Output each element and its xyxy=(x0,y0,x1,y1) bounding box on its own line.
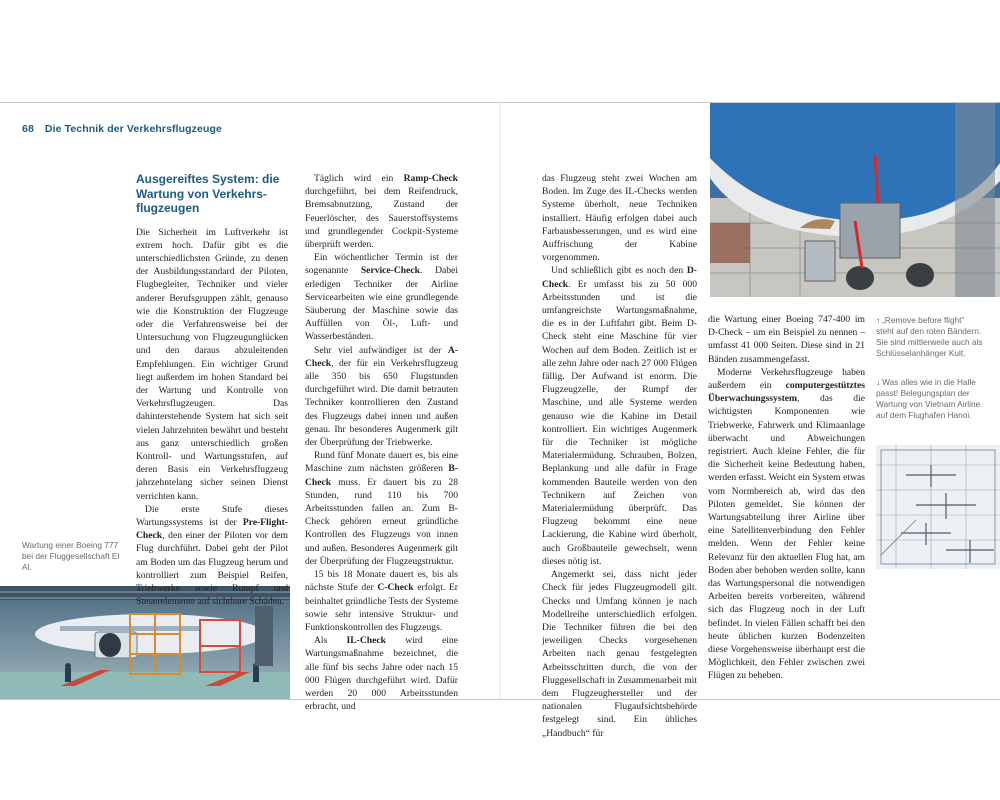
col1-paragraph-2: Die erste Stufe dieses Wartungssystems ist der Pre-Flight-Check, den einer der Piloten vor dem Flug durchführt. Dabei geht der Pilot am Boden um das Flugzeug herum und kontrolliert zum Beispiel Reifen, Triebwerke sowie Rumpf und Steuerelemente auf sichtbare Schäden. xyxy=(136,503,288,608)
col2-paragraph-6: Als IL-Check wird eine Wartungsmaßnahme bezeichnet, die alle fünf bis sechs Jahre oder nach 15 000 Flügen durchgeführt wird. Dafür werden 20 000 Arbeitsstunden erbracht, und xyxy=(305,635,458,713)
arrow-up-icon: ↑ xyxy=(876,315,881,325)
book-spread xyxy=(0,102,1000,739)
caption-boeing-777-text: Wartung einer Boeing 777 bei der Fluggesellschaft El Al. xyxy=(22,540,120,572)
col2-paragraph-4: Rund fünf Monate dauert es, bis eine Maschine zum nächsten größeren B-Check muss. Er dauert bis zu 28 Stunden, rund 110 bis 700 Arbeitsstunden fallen an. Zum B-Check gehören erneut gründliche Kontrollen des Flugzeugs von innen und außen. Besonderes Augenmerk gilt der Überprüfung der Flugzeugstruktur. xyxy=(305,450,458,567)
caption-boeing-777 xyxy=(22,540,130,573)
col3-paragraph-1: das Flugzeug steht zwei Wochen am Boden. Im Zuge des IL-Checks werden Systeme überholt, neue Techniken installiert. Häufig erfolgen dabei auch Farbausbesserungen, und es wird eine Auffrischung der Kabine vorgenommen. xyxy=(542,173,697,264)
page-gutter xyxy=(499,103,501,699)
page-number: 68 xyxy=(22,123,34,135)
col1-paragraph-1: Die Sicherheit im Luftverkehr ist extrem hoch. Dafür gibt es die unterschiedlichsten Gründe, zu denen der Ausbildungsstandard der Piloten, Flugbegleiter, Techniker und vieler anderer Berufsgruppen zählt, genauso wie die Konstruktion der Flugzeuge oder die Verfahrensweise bei der Untersuchung von Flugzeugunglücken und den daraus abzuleitenden Empfehlungen. Ein wichtiger Grund liegt außerdem im hohen Standard bei der Wartung und Kontrolle von Verkehrsflugzeugen. Das dahinterstehende System hat sich seit vielen Jahrzehnten bewährt und besteht aus ganz unterschiedlich großen Kontroll- und Wartungsstufen, auf deren Basis ein Verkehrsflugzeug jahrzehntelang sicher seinen Dienst verrichten kann. xyxy=(136,226,288,502)
section-heading: Ausgereiftes System: die Wartung von Verkehrs-flugzeugen xyxy=(136,172,280,215)
chapter-title: Die Technik der Verkehrsflugzeuge xyxy=(44,123,222,135)
running-header xyxy=(22,123,222,135)
col3-paragraph-2: Und schließlich gibt es noch den D-Check. Er umfasst bis zu 50 000 Arbeitsstunden und ist die umfangreichste Wartungsmaßnahme, die es in der Luftfahrt gibt. Beim D-Check steht eine Maschine für vier Wochen auf dem Boden. Zeitlich ist er alle zehn Jahre oder nach 27 000 Flügen fällig. Der Aufwand ist enorm. Die Flugzeugzelle, der Rumpf der Maschine, und alle Systeme werden genauso wie die Kabine im Detail kontrolliert. Ein wichtiges Augenmerk für die Techniker ist mögliche Materialermüdung. Schrauben, Bolzen, Beplankung und alle dafür in Frage kommenden Bauteile werden von den Technikern auf Zeichen von Materialermüdung überprüft. Das Flugzeug bekommt eine neue Lackierung, die Kabine wird überholt, auch Großbauteile gewechselt, wenn dieses nötig ist. xyxy=(542,265,697,567)
col2-paragraph-2: Ein wöchentlicher Termin ist der sogenannte Service-Check. Dabei erledigen Techniker der Airline Servicearbeiten wie eine grundlegende Säuberung der Maschine sowie das Auffüllen von Öl-, Luft- und Wasserbeständen. xyxy=(305,252,458,343)
caption-hangar-plan xyxy=(876,377,984,421)
col4-paragraph-2: Moderne Verkehrsflugzeuge haben außerdem ein computergestütztes Überwachungssystem, das die wichtigsten Komponenten wie Triebwerke, Fahrwerk und Klimaanlage überwacht und Abweichungen registriert. Auch kleine Fehler, die für die Sicherheit keine Bedeutung haben, werden erfasst. Weicht ein System etwas vom Normbereich ab, wird das den Piloten gemeldet. Sie können der Wartungsabteilung ihrer Airline über eine Satellitenverbindung den Fehler melden. Wenn der Fehler keine Relevanz für den aktuellen Flug hat, am Boden aber behoben werden sollte, kann das Wartungspersonal die notwendigen Arbeiten bereits vorbereiten, während sich das Flugzeug noch in der Luft befindet. In vielen Fällen schafft bei den heute üblichen kurzen Bodenzeiten diese Vorgehensweise überhaupt erst die Möglichkeit, den Fehler zwischen zwei Flügen zu beheben. xyxy=(708,366,865,682)
caption-hangar-plan-text: Was alles wie in die Halle passt! Belegungsplan der Wartung von Vietnam Airline auf dem Flughafen Hanoi. xyxy=(876,377,981,420)
text-column-1 xyxy=(136,172,288,608)
caption-remove-before-flight-text: „Remove before flight“ steht auf den roten Bändern. Sie sind mittlerweile auch als Schlüsselanhänger Kult. xyxy=(876,315,983,358)
col2-paragraph-3: Sehr viel aufwändiger ist der A-Check, der für ein Verkehrsflugzeug alle 350 bis 650 Flugstunden durchgeführt wird. Die damit betrauten Techniker kontrollieren den Zustand des Flugzeugs dabei innen und außen genau. Ihr besonderes Augenmerk gilt der Überprüfung der Triebwerke. xyxy=(305,344,458,449)
text-column-4 xyxy=(708,313,865,683)
arrow-down-icon: ↓ xyxy=(876,377,881,387)
col3-paragraph-3: Angemerkt sei, dass nicht jeder Check für jedes Flugzeugmodell gilt. Checks und Umfang können je nach Modellreihe unterschiedlich erfolgen. Die Techniker führen die bei den jeweiligen Checks vorgesehenen Arbeiten nach genau festgelegten Arbeitsschritten durch, die von der Fluggesellschaft in Zusammenarbeit mit dem Flugzeughersteller und der nationalen Flugaufsichtsbehörde festgelegt sind. Ein übliches „Handbuch“ für xyxy=(542,569,697,739)
col4-paragraph-1: die Wartung einer Boeing 747-400 im D-Check – um ein Beispiel zu nennen – umfasst 41 000 Seiten. Diese sind in 21 Bänden zusammengefasst. xyxy=(708,314,865,365)
photo-aircraft-underside xyxy=(710,103,1000,297)
text-column-3 xyxy=(542,172,697,740)
text-column-2 xyxy=(305,172,458,713)
photo-hangar-blueprint xyxy=(876,445,1000,569)
col2-paragraph-5: 15 bis 18 Monate dauert es, bis als nächste Stufe der C-Check erfolgt. Er beinhaltet gründliche Tests der Systeme sowie sehr intensive Struktur- und Funktionskontrollen des Flugzeugs. xyxy=(305,569,458,633)
col2-paragraph-1: Täglich wird ein Ramp-Check durchgeführt, bei dem Reifendruck, Bremsabnutzung, Zustand der Feuerlöscher, des Sauerstoffsystems und grundlegender Cockpit-Systeme überprüft werden. xyxy=(305,173,458,251)
caption-remove-before-flight xyxy=(876,315,984,359)
